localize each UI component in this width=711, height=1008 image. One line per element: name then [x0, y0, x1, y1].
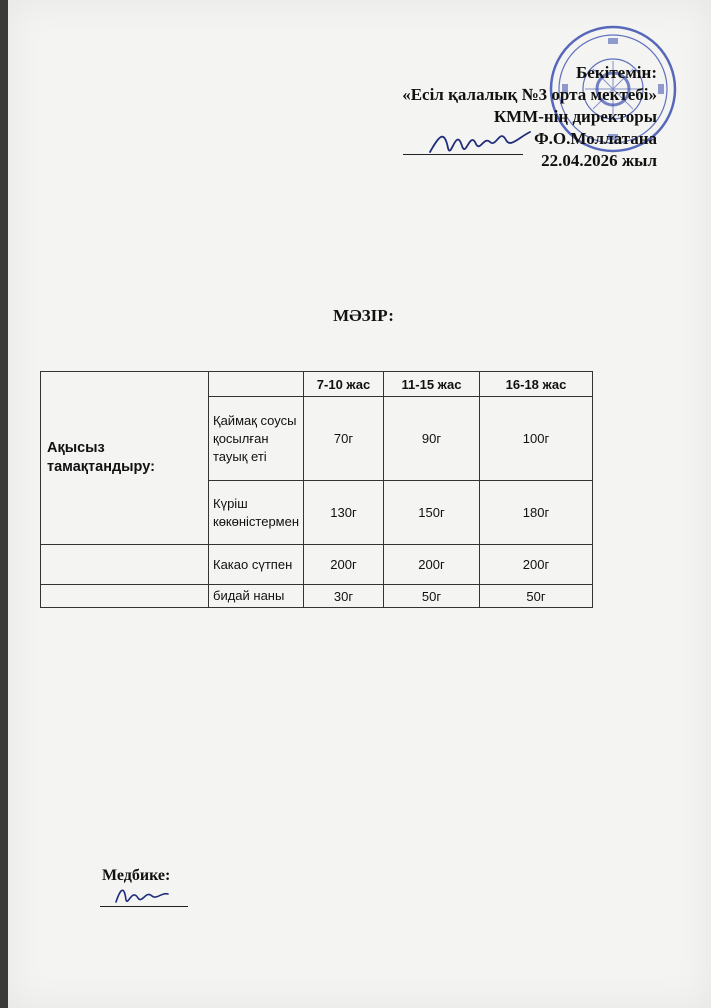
portion-value: 180г	[480, 481, 593, 545]
portion-value: 200г	[480, 545, 593, 585]
column-header: 16-18 жас	[480, 372, 593, 397]
table-header-empty	[209, 372, 304, 397]
column-header: 11-15 жас	[384, 372, 480, 397]
document-page	[8, 0, 711, 1008]
portion-value: 150г	[384, 481, 480, 545]
dish-name: Қаймақ соусы қосылған тауық еті	[209, 397, 304, 481]
page-title: МӘЗІР:	[333, 306, 394, 325]
approval-name: Ф.О.Моллатана	[534, 129, 657, 148]
portion-value: 70г	[304, 397, 384, 481]
portion-value: 130г	[304, 481, 384, 545]
empty-label-cell	[41, 545, 209, 585]
portion-value: 100г	[480, 397, 593, 481]
meal-type-label: Ақысыз тамақтандыру:	[41, 372, 209, 545]
approval-date: 22.04.2026 жыл	[541, 151, 657, 170]
table-header-row	[41, 372, 593, 397]
menu-table	[40, 371, 593, 608]
nurse-signature	[112, 880, 172, 908]
portion-value: 200г	[384, 545, 480, 585]
dish-name: Какао сүтпен	[209, 545, 304, 585]
portion-value: 200г	[304, 545, 384, 585]
approval-heading: Бекітемін:	[576, 63, 657, 82]
empty-label-cell	[41, 585, 209, 608]
table-row	[41, 545, 593, 585]
nurse-label: Медбике:	[102, 867, 171, 884]
dish-name: Күріш көкөністермен	[209, 481, 304, 545]
nurse-signature-line	[100, 906, 188, 907]
portion-value: 30г	[304, 585, 384, 608]
approval-school: «Есіл қалалық №3 орта мектебі»	[402, 85, 657, 104]
table-row	[41, 585, 593, 608]
portion-value: 90г	[384, 397, 480, 481]
column-header: 7-10 жас	[304, 372, 384, 397]
approval-position: КММ-нің директоры	[493, 107, 657, 126]
dish-name: бидай наны	[209, 585, 304, 608]
approval-block	[402, 62, 657, 172]
portion-value: 50г	[384, 585, 480, 608]
portion-value: 50г	[480, 585, 593, 608]
